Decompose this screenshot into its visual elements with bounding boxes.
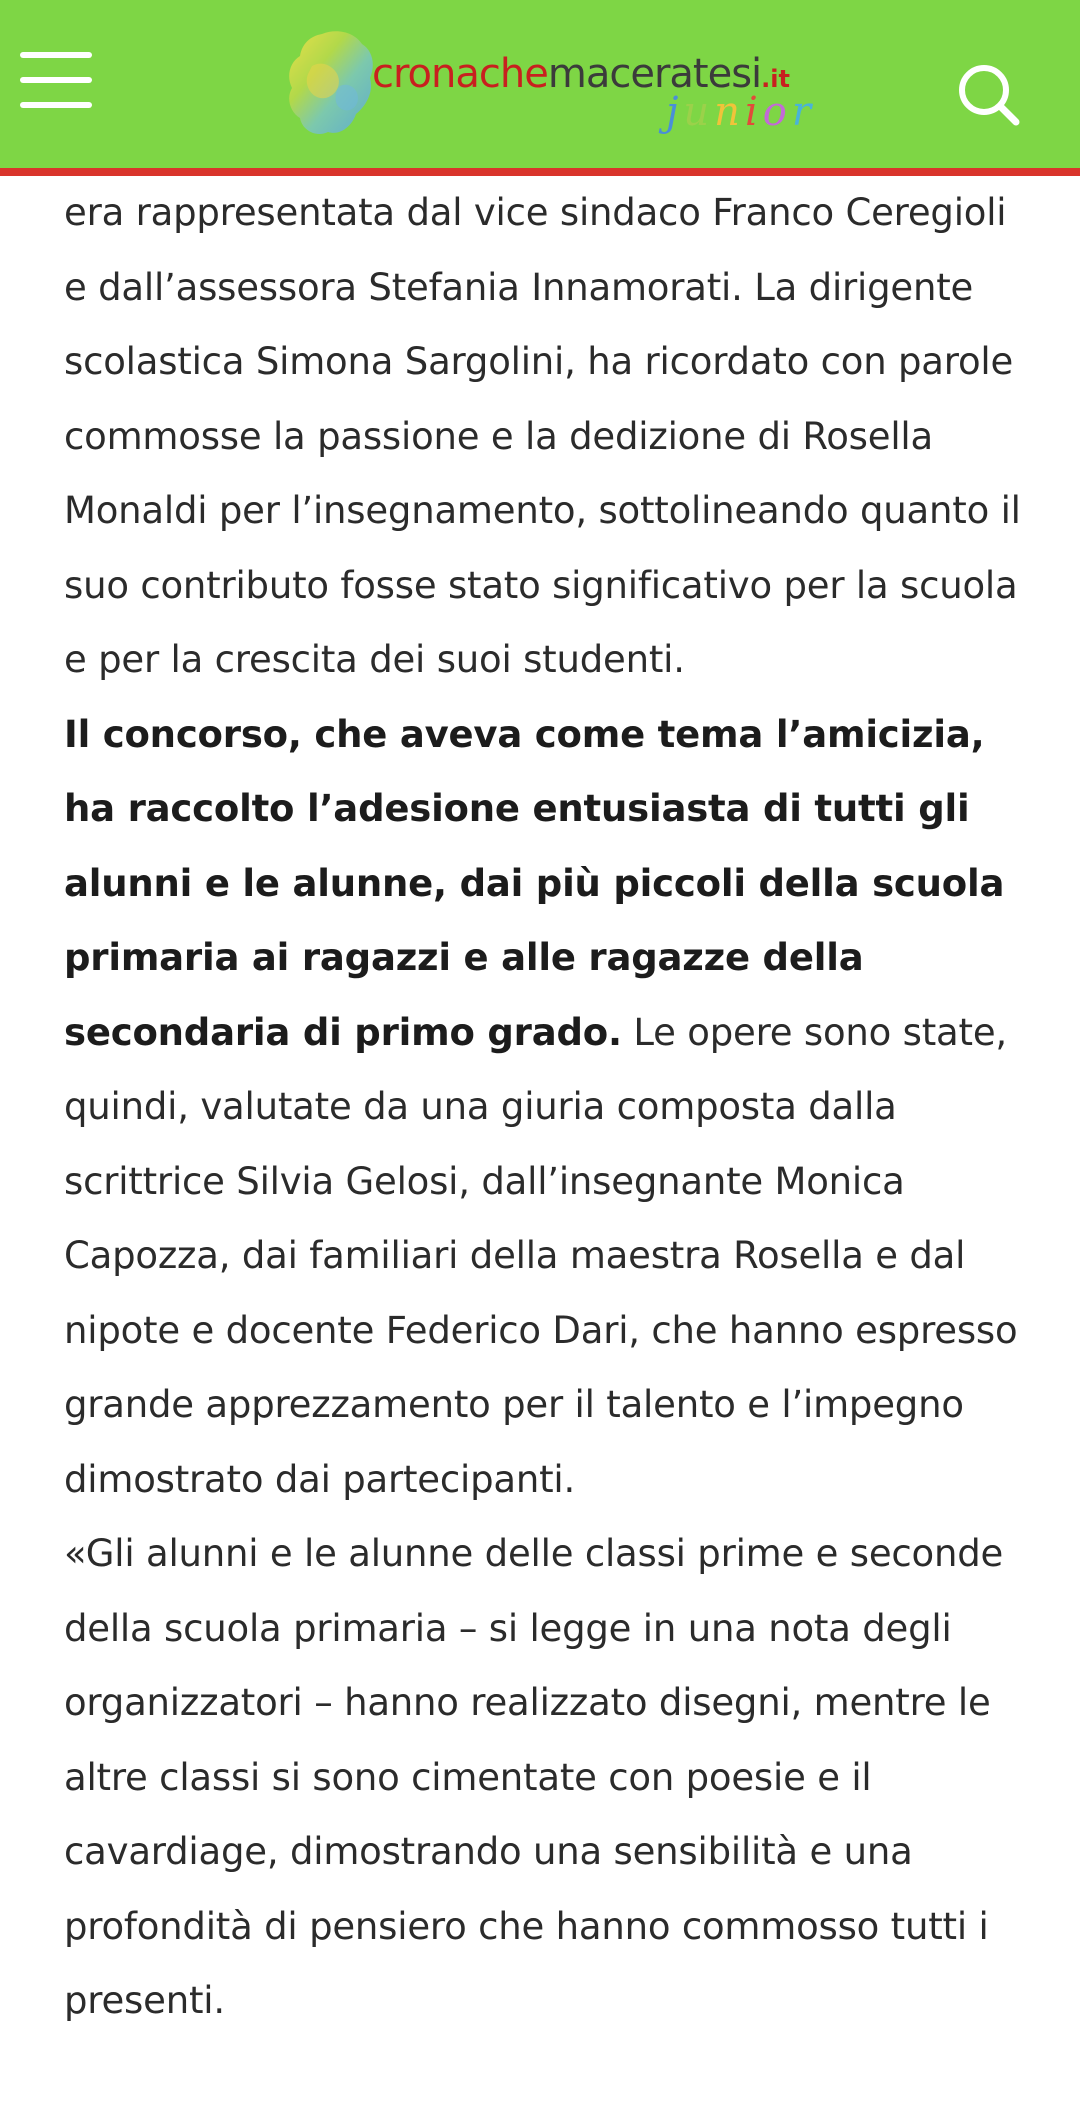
logo-text-cronache: cronache	[372, 51, 548, 97]
search-icon[interactable]	[956, 62, 1020, 126]
article-paragraph	[64, 698, 1024, 1518]
logo-letter: n	[714, 89, 745, 135]
menu-bar	[20, 52, 92, 58]
paragraph-text: «Gli alunni e le alunne delle classi prime e seconde della scuola primaria – si legge in una nota degli organizzatori – hanno realizzato disegni, mentre le altre classi si sono cimentate con poesie e il cavardiage, dimostrando una sensibilità e una profondità di pensiero che hanno commosso tutti i presenti.	[64, 1532, 1004, 2022]
logo-letter: o	[762, 89, 792, 135]
logo-subtitle-junior	[666, 89, 816, 135]
paragraph-text: era rappresentata dal vice sindaco Franco Ceregioli e dall’assessora Stefania Innamorati. La dirigente scolastica Simona Sargolini, ha ricordato con parole commosse la passione e la dedizione di Rosella Monaldi per l’insegnamento, sottolineando quanto il suo contributo fosse stato significativo per la scuola e per la crescita dei suoi studenti.	[64, 191, 1021, 681]
article-body	[64, 176, 1024, 2039]
logo-wordmark	[372, 51, 790, 97]
site-logo[interactable]	[282, 26, 816, 150]
logo-letter: u	[683, 89, 715, 135]
paragraph-text: Le opere sono state, quindi, valutate da una giuria composta dalla scrittrice Silvia Gelosi, dall’insegnante Monica Capozza, dai familiari della maestra Rosella e dal nipote e docente Federico Dari, che hanno espresso grande apprezzamento per il talento e l’impegno dimostrato dai partecipanti.	[64, 1010, 1018, 1501]
paragraph-bold-lead: Il concorso, che aveva come tema l’amicizia, ha raccolto l’adesione entusiasta di tutti gli alunni e le alunne, dai più piccoli della scuola primaria ai ragazzi e alle ragazze della secondaria di primo grado.	[64, 712, 1005, 1054]
logo-map-icon	[282, 26, 382, 146]
logo-text-domain: .it	[761, 65, 790, 93]
menu-bar	[20, 102, 92, 108]
site-header	[0, 0, 1080, 176]
article-paragraph	[64, 176, 1024, 698]
logo-text-maceratesi: maceratesi	[547, 51, 762, 97]
article-paragraph	[64, 1517, 1024, 2039]
logo-letter: j	[666, 89, 684, 135]
hamburger-menu-icon[interactable]	[20, 52, 92, 108]
logo-letter: r	[791, 89, 816, 135]
menu-bar	[20, 77, 92, 83]
logo-letter: i	[744, 89, 763, 135]
